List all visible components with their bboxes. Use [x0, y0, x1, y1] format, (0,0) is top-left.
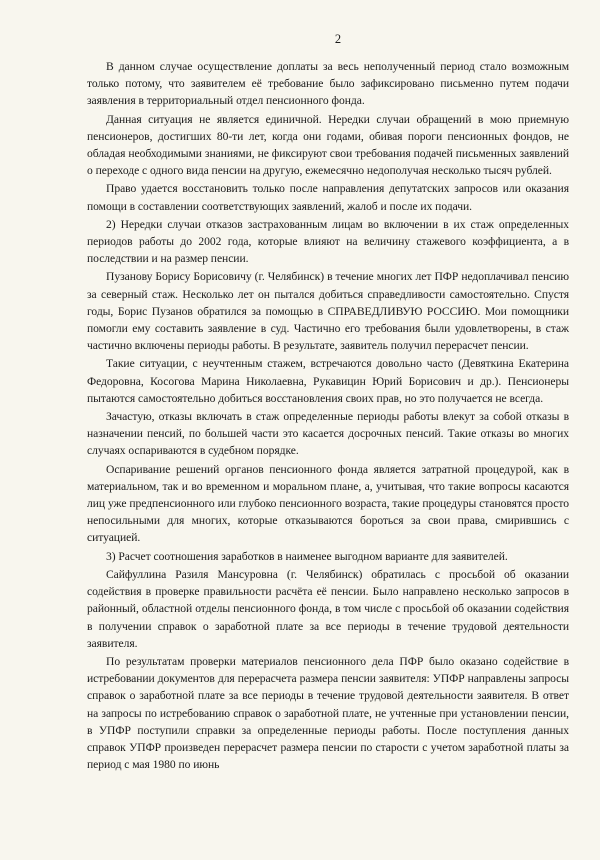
paragraph-puzanov-case: Пузанову Борису Борисовичу (г. Челябинск) в течение многих лет ПФР недоплачивал пенсию за северный стаж. Несколько лет он пытался добиться справедливости самостоятельно. Спустя годы, Борис Пузанов обратился за помощью в СПРАВЕДЛИВУЮ РОССИЮ. Мои помощники помогли ему составить заявление в суд. Частично его требования были удовлетворены, в стаж частично включены периоды работы. В результате, заявитель получил перерасчет пенсии.: [87, 270, 569, 353]
page-number: 2: [334, 32, 342, 46]
paragraph-not-isolated-case: Данная ситуация не является единичной. Нередки случаи обращений в мою приемную пенсионеров, достигших 80-ти лет, когда они годами, обивая пороги пенсионных фондов, не обладая необходимыми знаниями, не фиксируют свои требования подачей письменных заявлений о переходе с одного вида пенсии на другую, ежемесячно недополучая несколько тысяч рублей.: [87, 112, 569, 178]
paragraph-unaccounted-service: Такие ситуации, с неучтенным стажем, встречаются довольно часто (Девяткина Екатерина Федоровна, Косогова Марина Николаевна, Рукавицин Юрий Борисович и др.). Пенсионеры пытаются самостоятельно добиться восстановления своих прав, но это получается не всегда.: [87, 357, 569, 405]
paragraph-audit-results: По результатам проверки материалов пенсионного дела ПФР было оказано содействие в истребовании документов для перерасчета размера пенсии заявителя: УПФР направлены запросы справок о заработной плате за все периоды в течение трудовой деятельности заявителя. В ответ на запросы по истребованию справок о заработной плате, не учтенные при установлении пенсии, в УПФР поступили справки за определенные периоды работы. После поступления данных справок УПФР произведен перерасчет размера пенсии по старости с учетом заработной платы за период с мая 1980 по июнь: [87, 654, 569, 772]
paragraph-restoring-rights: Право удается восстановить только после направления депутатских запросов или оказания помощи в составлении соответствующих заявлений, жалоб и после их подачи.: [87, 182, 569, 213]
paragraph-saifullina-case: Сайфуллина Разиля Мансуровна (г. Челябинск) обратилась с просьбой об оказании содействия в проверке правильности расчёта её пенсии. Было направлено несколько запросов в районный, областной отделы пенсионного фонда, в том числе с просьбой об оказании содействия в получении справок о заработной плате за все периоды в течение трудовой деятельности заявителя.: [87, 567, 569, 650]
paragraph-challenging-decisions: Оспаривание решений органов пенсионного фонда является затратной процедурой, как в материальном, так и во временном и моральном плане, а, учитывая, что такие вопросы касаются лиц уже предпенсионного или глубоко пенсионного возраста, такие процедуры становятся просто непосильными для многих, которые отказываются бороться за свои права, смирившись с ситуацией.: [87, 462, 569, 545]
paragraph-point-3-earnings: 3) Расчет соотношения заработков в наименее выгодном варианте для заявителей.: [106, 549, 508, 563]
paragraph-point-2-refusals: 2) Нередки случаи отказов застрахованным лицам во включении в их стаж определенных периодов работы до 2002 года, которые влияют на величину стажевого коэффициента, а в последствии и на размер пенсии.: [87, 217, 569, 266]
paragraph-additional-payment: В данном случае осуществление доплаты за весь неполученный период стало возможным только потому, что заявителем её требование было зафиксировано письменно путем подачи заявления в территориальный отдел пенсионного фонда.: [87, 60, 569, 108]
paragraph-pension-refusals: Зачастую, отказы включать в стаж определенные периоды работы влекут за собой отказы в назначении пенсий, по большей части это касается досрочных пенсий. Такие отказы во многих случаях оспариваются в судебном порядке.: [87, 410, 569, 458]
